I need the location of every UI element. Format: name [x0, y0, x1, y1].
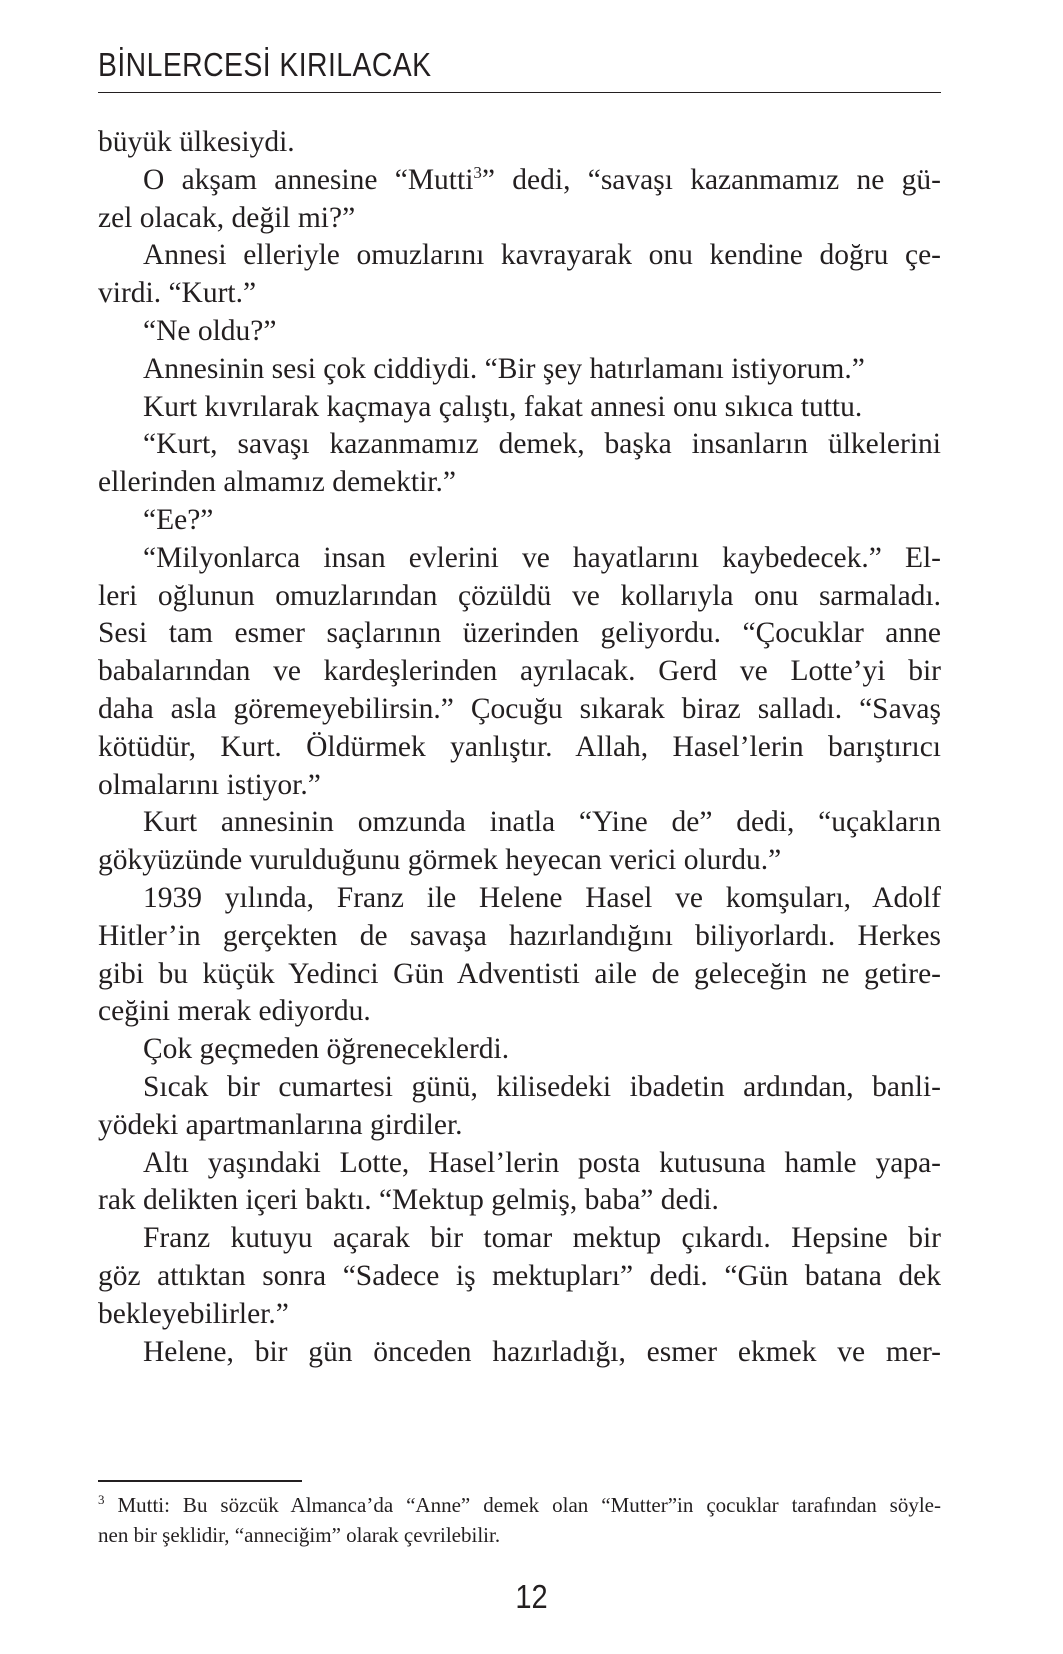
- body-line: olmalarını istiyor.”: [98, 768, 321, 801]
- body-line: ellerinden almamız demektir.”: [98, 466, 456, 499]
- body-line: bekleyebilirler.”: [98, 1297, 289, 1330]
- body-line: Kurt kıvrılarak kaçmaya çalıştı, fakat annesi onu sıkıca tuttu.: [143, 390, 863, 423]
- body-line: ceğini merak ediyordu.: [98, 995, 371, 1028]
- footnote-line-2: nen bir şeklidir, “anneciğim” olarak çevrilebilir.: [98, 1523, 501, 1547]
- body-line: zel olacak, değil mi?”: [98, 201, 356, 234]
- body-line: Sesi tam esmer saçlarının üzerinden geliyordu. “Çocuklar anne: [98, 617, 941, 650]
- body-line: göz attıktan sonra “Sadece iş mektupları” dedi. “Gün batana dek: [98, 1259, 941, 1292]
- body-line: yödeki apartmanlarına girdiler.: [98, 1108, 463, 1141]
- footnote-reference: 3: [473, 162, 482, 182]
- body-line: “Milyonlarca insan evlerini ve hayatlarını kaybedecek.” El-: [143, 541, 941, 574]
- body-line: Franz kutuyu açarak bir tomar mektup çıkardı. Hepsine bir: [143, 1222, 941, 1255]
- body-line: Annesi elleriyle omuzlarını kavrayarak onu kendine doğru çe-: [143, 239, 941, 272]
- footnote-marker: 3: [98, 1492, 105, 1507]
- body-line: “Kurt, savaşı kazanmamız demek, başka insanların ülkelerini: [143, 428, 941, 461]
- body-line: 1939 yılında, Franz ile Helene Hasel ve komşuları, Adolf: [143, 881, 941, 914]
- footnote-line-1: [98, 1490, 941, 1520]
- body-text: [98, 124, 941, 1371]
- header-rule: [98, 92, 941, 93]
- body-line: daha asla göremeyebilirsin.” Çocuğu sıkarak biraz salladı. “Savaş: [98, 692, 941, 725]
- body-line-segment: O akşam annesine “Mutti: [143, 163, 474, 196]
- body-line: gökyüzünde vurulduğunu görmek heyecan verici olurdu.”: [98, 844, 782, 877]
- body-line: “Ee?”: [143, 503, 214, 536]
- body-line: Annesinin sesi çok ciddiydi. “Bir şey hatırlamanı istiyorum.”: [143, 352, 865, 385]
- body-line: gibi bu küçük Yedinci Gün Adventisti aile de geleceğin ne getire-: [98, 957, 941, 990]
- body-line: büyük ülkesiydi.: [98, 126, 295, 158]
- footnote-text-1: Mutti: Bu sözcük Almanca’da “Anne” demek olan “Mutter”in çocuklar tarafından söyle-: [104, 1493, 941, 1517]
- footnotes: [98, 1490, 941, 1550]
- body-line: kötüdür, Kurt. Öldürmek yanlıştır. Allah, Hasel’lerin barıştırıcı: [98, 730, 941, 763]
- body-line: leri oğlunun omuzlarından çözüldü ve kollarıyla onu sarmaladı.: [98, 579, 941, 612]
- body-line: Çok geçmeden öğreneceklerdi.: [143, 1033, 510, 1066]
- body-line: Hitler’in gerçekten de savaşa hazırlandığını biliyorlardı. Herkes: [98, 919, 941, 952]
- body-line: Altı yaşındaki Lotte, Hasel’lerin posta kutusuna hamle yapa-: [143, 1146, 941, 1179]
- body-line: rak delikten içeri baktı. “Mektup gelmiş, baba” dedi.: [98, 1184, 719, 1217]
- body-line-segment: ” dedi, “savaşı kazanmamız ne gü-: [481, 163, 941, 196]
- body-line: “Ne oldu?”: [143, 314, 277, 347]
- body-line: Sıcak bir cumartesi günü, kilisedeki ibadetin ardından, banli-: [143, 1070, 941, 1103]
- page-number: 12: [515, 1578, 548, 1615]
- footnote-rule: [98, 1480, 302, 1482]
- body-line: babalarından ve kardeşlerinden ayrılacak. Gerd ve Lotte’yi bir: [98, 655, 941, 688]
- running-head-title: BİNLERCESİ KIRILACAK: [98, 46, 432, 83]
- body-line: virdi. “Kurt.”: [98, 277, 257, 310]
- body-line: Kurt annesinin omzunda inatla “Yine de” dedi, “uçakların: [143, 806, 941, 839]
- body-line: Helene, bir gün önceden hazırladığı, esmer ekmek ve mer-: [143, 1335, 941, 1368]
- body-line: [98, 162, 941, 200]
